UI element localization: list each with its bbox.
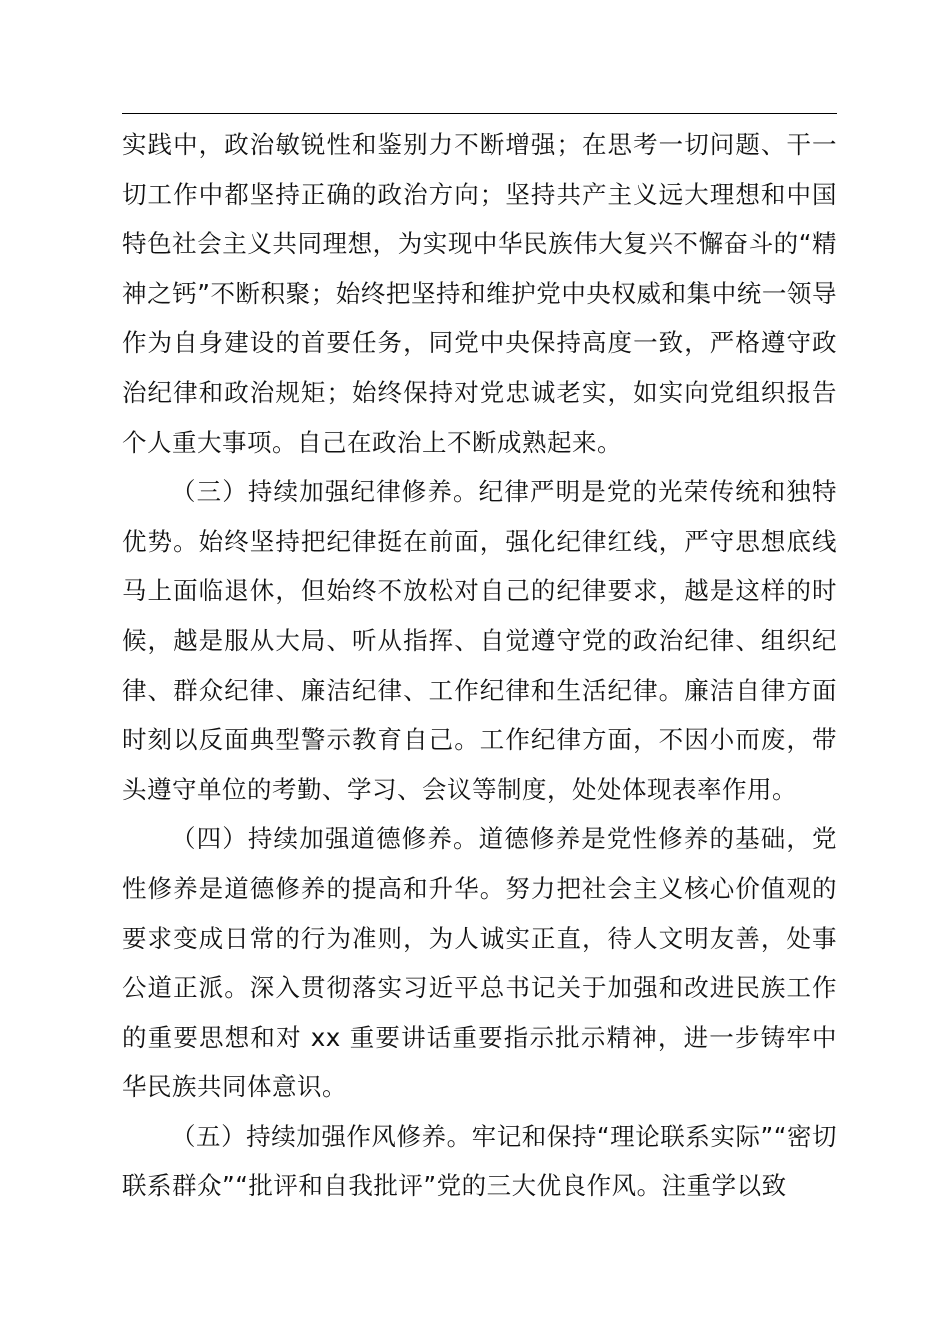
- paragraph-morality: （四）持续加强道德修养。道德修养是党性修养的基础，党性修养是道德修养的提高和升华。努力把社会主义核心价值观的要求变成日常的行为准则，为人诚实正直，待人文明友善，处事公道正派。深入贯彻落实习近平总书记关于加强和改进民族工作的重要思想和对 xx 重要讲话重要指示批示精神，进一步铸牢中华民族共同体意识。: [122, 824, 837, 1102]
- paragraph-continuation: 实践中，政治敏锐性和鉴别力不断增强；在思考一切问题、干一切工作中都坚持正确的政治方向；坚持共产主义远大理想和中国特色社会主义共同理想，为实现中华民族伟大复兴不懈奋斗的“精神之钙”不断积聚；始终把坚持和维护党中央权威和集中统一领导作为自身建设的首要任务，同党中央保持高度一致，严格遵守政治纪律和政治规矩；始终保持对党忠诚老实，如实向党组织报告个人重大事项。自己在政治上不断成熟起来。: [122, 130, 837, 457]
- body-text: [122, 120, 837, 1211]
- paragraph-discipline: （三）持续加强纪律修养。纪律严明是党的光荣传统和独特优势。始终坚持把纪律挺在前面，强化纪律红线，严守思想底线马上面临退休，但始终不放松对自己的纪律要求，越是这样的时候，越是服从大局、听从指挥、自觉遵守党的政治纪律、组织纪律、群众纪律、廉洁纪律、工作纪律和生活纪律。廉洁自律方面时刻以反面典型警示教育自己。工作纪律方面，不因小而废，带头遵守单位的考勤、学习、会议等制度，处处体现表率作用。: [122, 477, 837, 804]
- paragraph-work-style: （五）持续加强作风修养。牢记和保持“理论联系实际”“密切联系群众”“批评和自我批评”党的三大优良作风。注重学以致: [122, 1121, 837, 1201]
- header-rule: [122, 113, 837, 114]
